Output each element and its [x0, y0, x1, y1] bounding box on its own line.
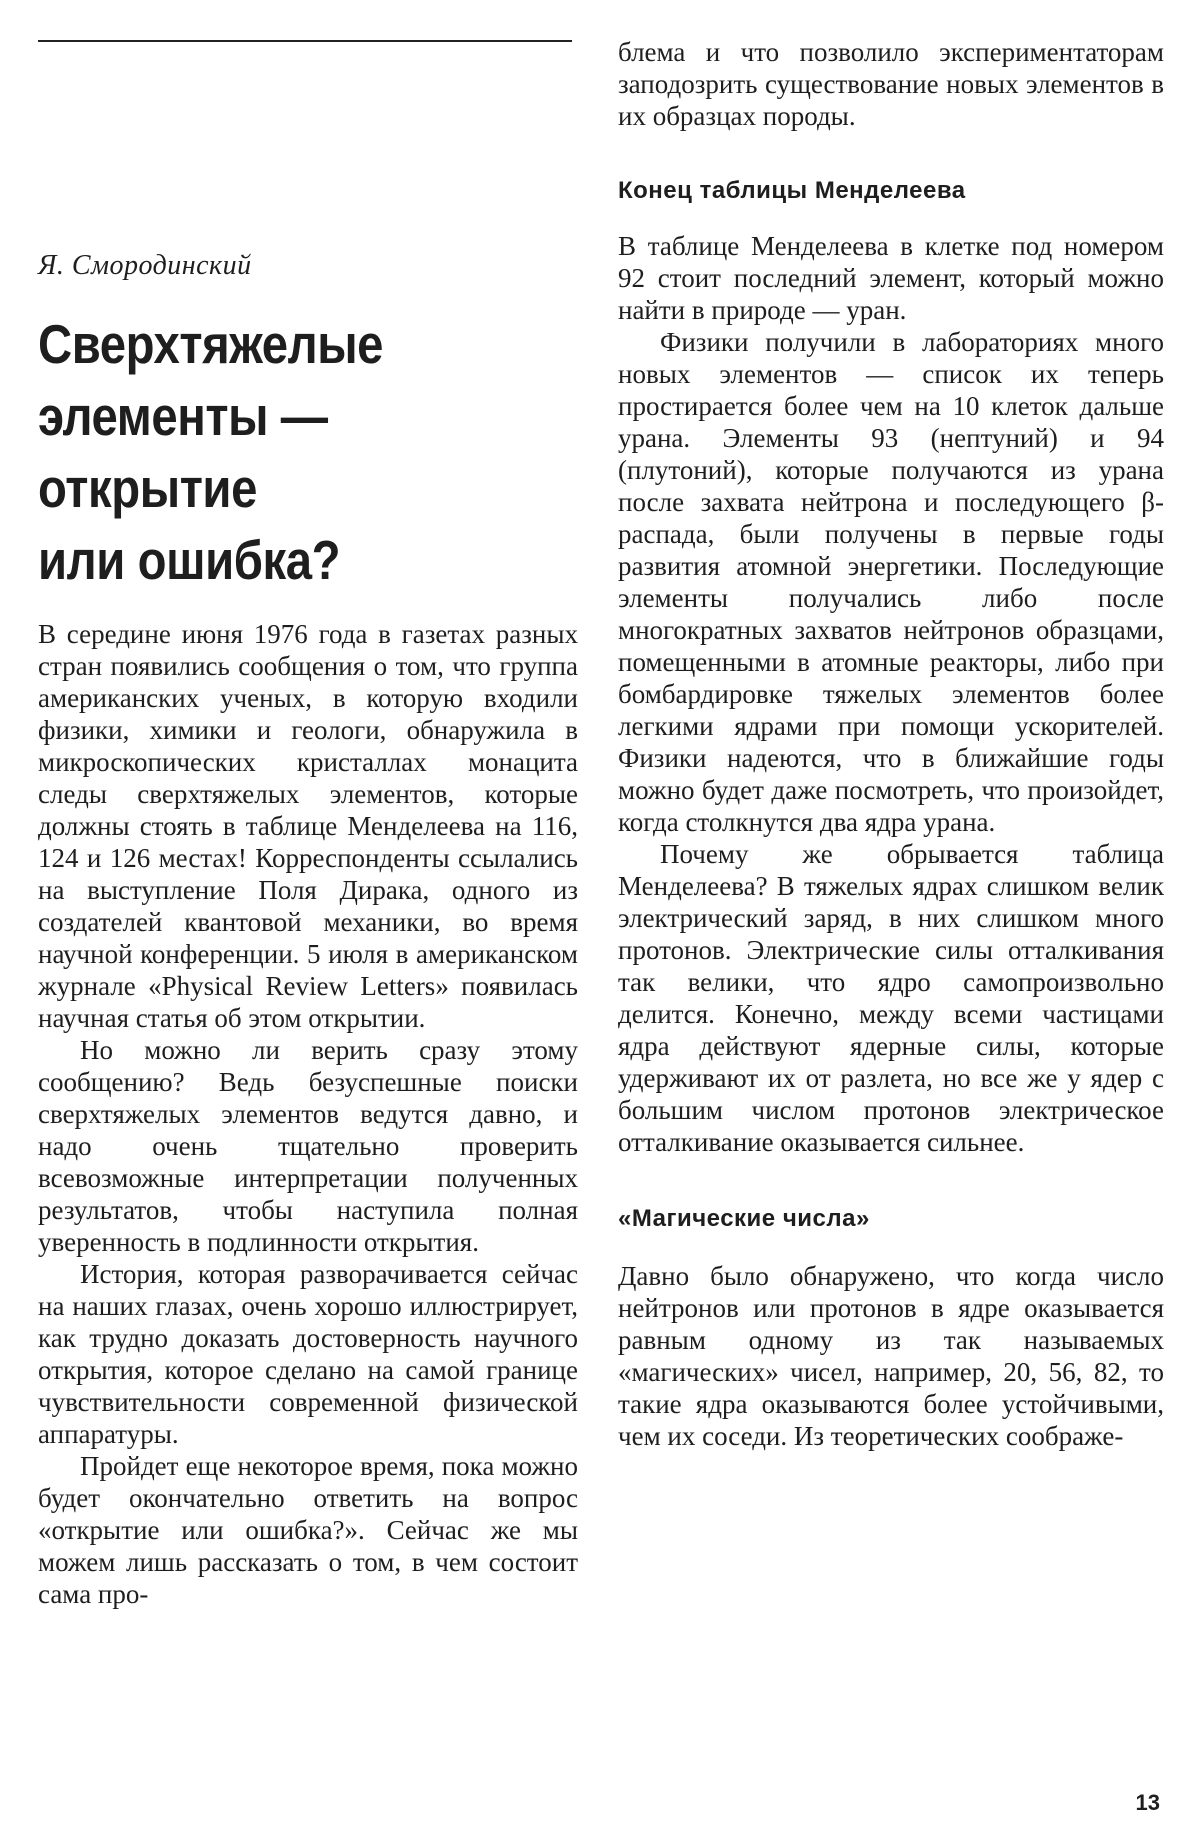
article-title: Сверхтяжелые элементы — открытие или ошибка?	[38, 313, 384, 591]
page-number: 13	[1135, 1790, 1160, 1815]
section-heading-end-of-table: Конец таблицы Менделеева	[618, 177, 966, 204]
left-column	[38, 250, 578, 1610]
section-heading-magic-numbers: «Магические числа»	[618, 1205, 870, 1232]
intro-paragraph: В середине июня 1976 года в газетах разных стран появились сообщения о том, что группа американских ученых, в которую входили физики, химики и геологи, обнаружила в микроскопических кристаллах монацита следы сверхтяжелых элементов, которые должны стоять в таблице Менделеева на 116, 124 и 126 местах! Корреспонденты ссылались на выступление Поля Дирака, одного из создателей квантовой механики, во время научной конференции. 5 июля в американском журнале «Physical Review Letters» появилась научная статья об этом открытии.	[38, 619, 578, 1033]
section-paragraph: Физики получили в лабораториях много новых элементов — список их теперь простирается более чем на 10 клеток дальше урана. Элементы 93 (нептуний) и 94 (плутоний), которые получаются из урана после захвата нейтрона и последующего β-распада, были получены в первые годы развития атомной энергетики. Последующие элементы получались либо после многократных захватов нейтронов образцами, помещенными в атомные реакторы, либо при бомбардировке тяжелых элементов более легкими ядрами при помощи ускорителей. Физики надеются, что в ближайшие годы можно будет даже посмотреть, что произойдет, когда столкнутся два ядра урана.	[618, 327, 1164, 837]
author-name: Я. Смородинский	[38, 250, 252, 281]
intro-paragraph: Пройдет еще некоторое время, пока можно будет окончательно ответить на вопрос «открытие или ошибка?». Сейчас же мы можем лишь рассказать о том, в чем состоит сама про-	[38, 1451, 578, 1609]
continuation-paragraph: блема и что позволило экспериментаторам заподозрить существование новых элементов в их образцах породы.	[618, 37, 1164, 131]
intro-paragraph: История, которая разворачивается сейчас на наших глазах, очень хорошо иллюстрирует, как трудно доказать достоверность научного открытия, которое сделано на самой границе чувствительности современной физической аппаратуры.	[38, 1259, 578, 1449]
section-paragraph: Почему же обрывается таблица Менделеева? В тяжелых ядрах слишком велик электрический заряд, в них слишком много протонов. Электрические силы отталкивания так велики, что ядро самопроизвольно делится. Конечно, между всеми частицами ядра действуют ядерные силы, которые удерживают их от разлета, но все же у ядер с большим числом протонов электрическое отталкивание оказывается сильнее.	[618, 839, 1164, 1157]
intro-paragraph: Но можно ли верить сразу этому сообщению? Ведь безуспешные поиски сверхтяжелых элементов ведутся давно, и надо очень тщательно проверить всевозможные интерпретации полученных результатов, чтобы наступила полная уверенность в подлинности открытия.	[38, 1035, 578, 1257]
right-column	[618, 36, 1164, 1452]
section-paragraph: Давно было обнаружено, что когда число нейтронов или протонов в ядре оказывается равным одному из так называемых «магических» чисел, например, 20, 56, 82, то такие ядра оказываются более устойчивыми, чем их соседи. Из теоретических соображе-	[618, 1261, 1164, 1451]
section-paragraph: В таблице Менделеева в клетке под номером 92 стоит последний элемент, который можно найти в природе — уран.	[618, 231, 1164, 325]
top-rule	[38, 40, 572, 42]
